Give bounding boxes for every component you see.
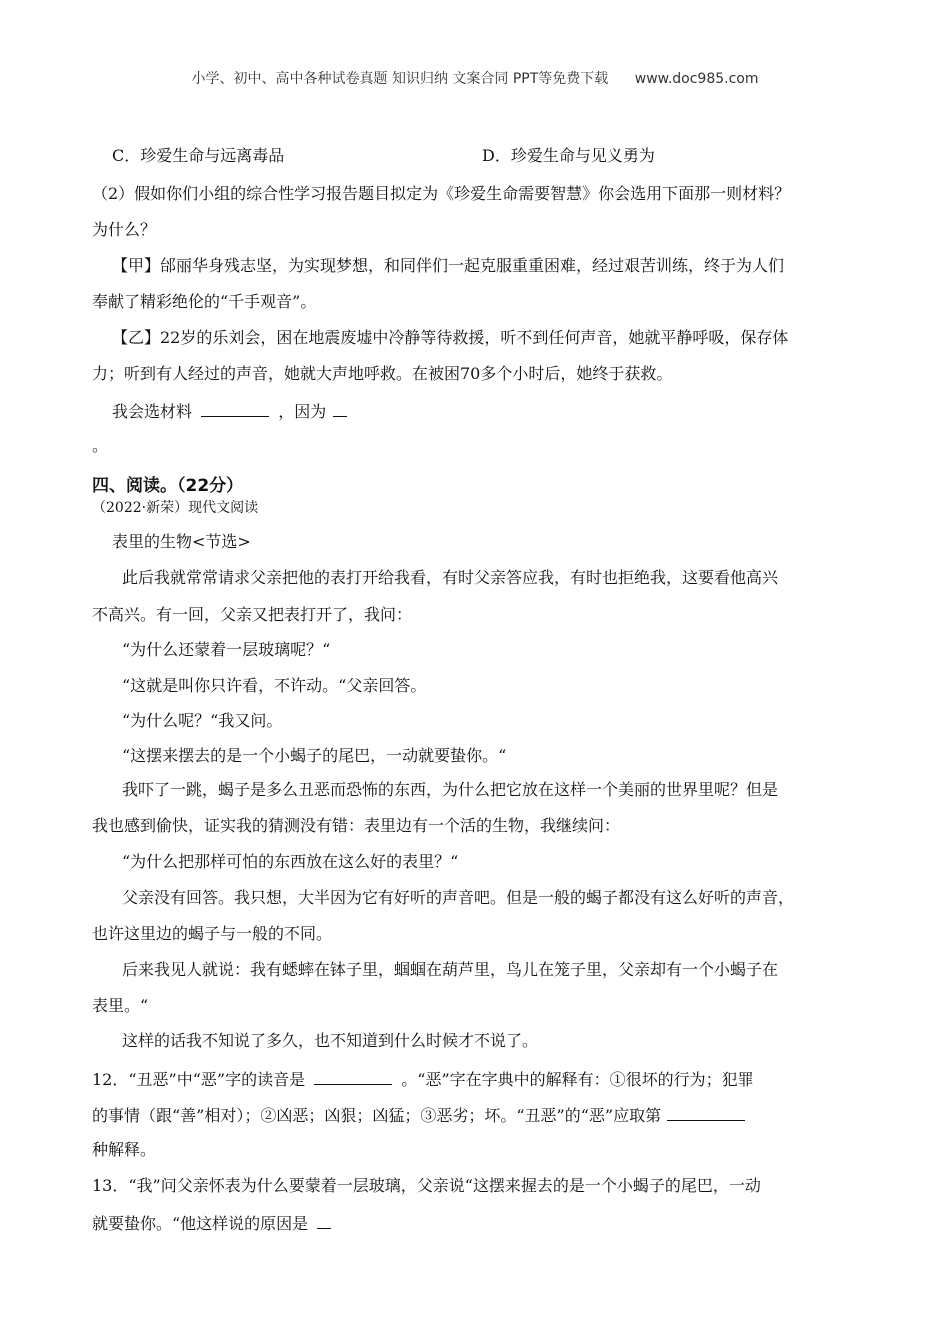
answer-blank-material[interactable] (201, 400, 269, 417)
passage-line: 表里。“ (92, 996, 149, 1015)
material-jia-line2: 奉献了精彩绝伦的“千手观音”。 (92, 292, 317, 311)
section-source: （2022·新荣）现代文阅读 (92, 500, 259, 516)
option-c: C．珍爱生命与远离毒品 (112, 146, 285, 165)
passage-line: “为什么把那样可怕的东西放在这么好的表里？“ (122, 852, 459, 871)
question12-line3: 种解释。 (92, 1140, 157, 1159)
answer-blank-reason[interactable] (333, 400, 347, 417)
passage-line: 这样的话我不知说了多久，也不知道到什么时候才不说了。 (122, 1031, 539, 1050)
question12-part2: 。“恶”字在字典中的解释有：①很坏的行为；犯罪 (401, 1070, 754, 1089)
answer-end: 。 (92, 436, 109, 455)
question12-line2 (92, 1104, 749, 1126)
passage-line: 后来我见人就说：我有蟋蟀在钵子里，蝈蝈在葫芦里，鸟儿在笼子里，父亲却有一个小蝎子在 (122, 960, 779, 979)
answer-prefix: 我会选材料 (112, 402, 193, 421)
passage-line: “这就是叫你只许看，不许动。“父亲回答。 (122, 676, 427, 695)
answer-line (112, 400, 351, 422)
passage-line: 此后我就常常请求父亲把他的表打开给我看，有时父亲答应我，有时也拒绝我，这要看他高兴 (122, 568, 779, 587)
passage-line: 我吓了一跳，蝎子是多么丑恶而恐怖的东西，为什么把它放在这样一个美丽的世界里呢？但是 (122, 780, 779, 799)
question2-line1: （2）假如你们小组的综合性学习报告题目拟定为《珍爱生命需要智慧》你会选用下面那一则材料？ (92, 184, 791, 203)
header-text: 小学、初中、高中各种试卷真题 知识归纳 文案合同 PPT等免费下载 (191, 71, 609, 87)
question13-line2-text: 就要蛰你。“他这样说的原因是 (92, 1214, 309, 1233)
answer-mid: ，因为 (278, 402, 327, 421)
passage-title: 表里的生物<节选> (112, 532, 251, 551)
option-d: D．珍爱生命与见义勇为 (482, 146, 655, 165)
page-header (0, 68, 950, 88)
question2-line2: 为什么？ (92, 220, 157, 239)
passage-line: “为什么呢？“我又问。 (122, 711, 283, 730)
passage-line: “为什么还蒙着一层玻璃呢？“ (122, 640, 331, 659)
header-url[interactable]: www.doc985.com (634, 71, 759, 87)
section-title: 四、阅读。（22分） (92, 476, 244, 496)
question12-part1: 12．“丑恶”中“恶”字的读音是 (92, 1070, 306, 1089)
question12-line2-text: 的事情（跟“善”相对）；②凶恶；凶狠；凶猛；③恶劣；坏。“丑恶”的“恶”应取第 (92, 1106, 662, 1125)
passage-line: “这摆来摆去的是一个小蝎子的尾巴，一动就要蛰你。“ (122, 746, 507, 765)
passage-line: 我也感到偷快，证实我的猜测没有错：表里边有一个活的生物，我继续问： (92, 816, 621, 835)
question12-blank-pronunciation[interactable] (314, 1068, 392, 1085)
passage-line: 父亲没有回答。我只想，大半因为它有好听的声音吧。但是一般的蝎子都没有这么好听的声音， (122, 888, 795, 907)
material-jia-line1: 【甲】邰丽华身残志坚，为实现梦想，和同伴们一起克服重重困难，经过艰苦训练，终于为人们 (112, 256, 785, 275)
material-yi-line2: 力；听到有人经过的声音，她就大声地呼救。在被困70多个小时后，她终于获救。 (92, 364, 673, 383)
question13-line2 (92, 1212, 335, 1234)
question12-line1 (92, 1068, 754, 1090)
passage-line: 也许这里边的蝎子与一般的不同。 (92, 924, 333, 943)
question13-blank[interactable] (317, 1212, 331, 1229)
passage-line: 不高兴。有一回，父亲又把表打开了，我问： (92, 605, 413, 624)
question13-line1: 13．“我”问父亲怀表为什么要蒙着一层玻璃，父亲说“这摆来握去的是一个小蝎子的尾巴，一动 (92, 1176, 761, 1195)
material-yi-line1: 【乙】22岁的乐刘会，困在地震废墟中冷静等待救援，听不到任何声音，她就平静呼吸，保存体 (112, 328, 789, 347)
question12-blank-meaning[interactable] (667, 1104, 745, 1121)
